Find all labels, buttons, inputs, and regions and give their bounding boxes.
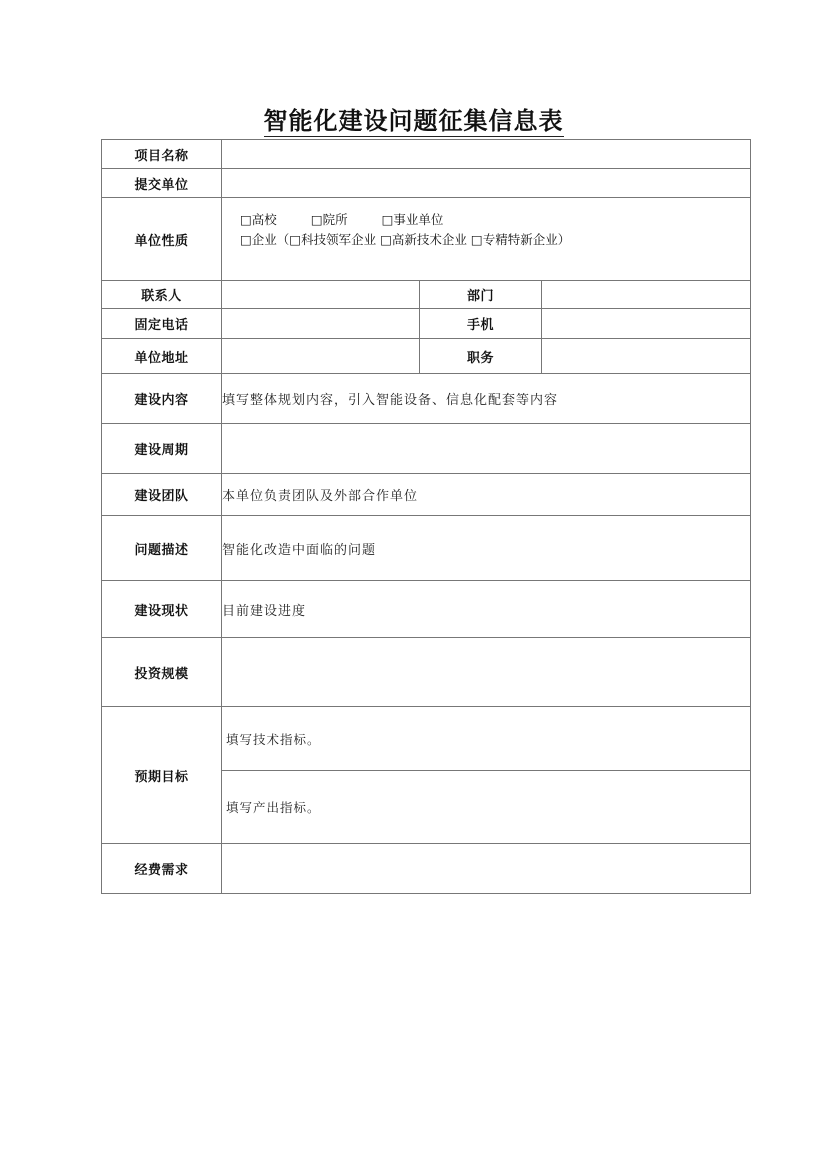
input-funding-needs[interactable]	[222, 844, 751, 894]
input-submitting-unit[interactable]	[222, 169, 751, 198]
input-unit-address[interactable]	[222, 339, 420, 374]
label-submitting-unit: 提交单位	[102, 169, 222, 198]
option-research-institute[interactable]: □院所	[310, 212, 348, 227]
input-construction-status[interactable]: 目前建设进度	[222, 581, 751, 638]
form-title-text: 智能化建设问题征集信息表	[263, 106, 564, 135]
label-unit-address: 单位地址	[102, 339, 222, 374]
row-address	[102, 339, 751, 374]
input-problem-description[interactable]: 智能化改造中面临的问题	[222, 516, 751, 581]
option-university[interactable]: □高校	[240, 212, 277, 227]
input-project-name[interactable]	[222, 140, 751, 169]
row-phone	[102, 309, 751, 339]
row-project-name	[102, 140, 751, 169]
label-problem-description: 问题描述	[102, 516, 222, 581]
form-title	[0, 101, 827, 136]
input-expected-goals-tech[interactable]: 填写技术指标。	[222, 707, 750, 771]
input-department[interactable]	[542, 281, 751, 309]
row-submitting-unit	[102, 169, 751, 198]
row-investment-scale	[102, 638, 751, 707]
input-investment-scale[interactable]	[222, 638, 751, 707]
input-contact-person[interactable]	[222, 281, 420, 309]
label-contact-person: 联系人	[102, 281, 222, 309]
input-landline[interactable]	[222, 309, 420, 339]
label-expected-goals: 预期目标	[102, 707, 222, 844]
option-enterprise[interactable]: □企业（□科技领军企业 □高新技术企业 □专精特新企业）	[240, 232, 571, 247]
input-construction-period[interactable]	[222, 424, 751, 474]
label-construction-team: 建设团队	[102, 474, 222, 516]
row-expected-goals	[102, 707, 751, 844]
label-position: 职务	[420, 339, 542, 374]
unit-nature-options	[222, 198, 751, 281]
label-unit-nature: 单位性质	[102, 198, 222, 281]
input-mobile[interactable]	[542, 309, 751, 339]
unit-nature-options-line1	[240, 210, 750, 230]
row-unit-nature	[102, 198, 751, 281]
row-problem-description	[102, 516, 751, 581]
label-mobile: 手机	[420, 309, 542, 339]
row-construction-status	[102, 581, 751, 638]
label-investment-scale: 投资规模	[102, 638, 222, 707]
label-construction-status: 建设现状	[102, 581, 222, 638]
row-funding-needs	[102, 844, 751, 894]
expected-goals-cell	[222, 707, 751, 844]
label-construction-period: 建设周期	[102, 424, 222, 474]
input-construction-team[interactable]: 本单位负责团队及外部合作单位	[222, 474, 751, 516]
label-landline: 固定电话	[102, 309, 222, 339]
row-contact	[102, 281, 751, 309]
label-department: 部门	[420, 281, 542, 309]
label-construction-content: 建设内容	[102, 374, 222, 424]
row-construction-content	[102, 374, 751, 424]
input-construction-content[interactable]: 填写整体规划内容，引入智能设备、信息化配套等内容	[222, 374, 751, 424]
row-construction-period	[102, 424, 751, 474]
info-form-table	[101, 139, 751, 894]
row-construction-team	[102, 474, 751, 516]
label-funding-needs: 经费需求	[102, 844, 222, 894]
option-public-institution[interactable]: □事业单位	[381, 212, 444, 227]
label-project-name: 项目名称	[102, 140, 222, 169]
input-position[interactable]	[542, 339, 751, 374]
input-expected-goals-output[interactable]: 填写产出指标。	[226, 800, 321, 815]
